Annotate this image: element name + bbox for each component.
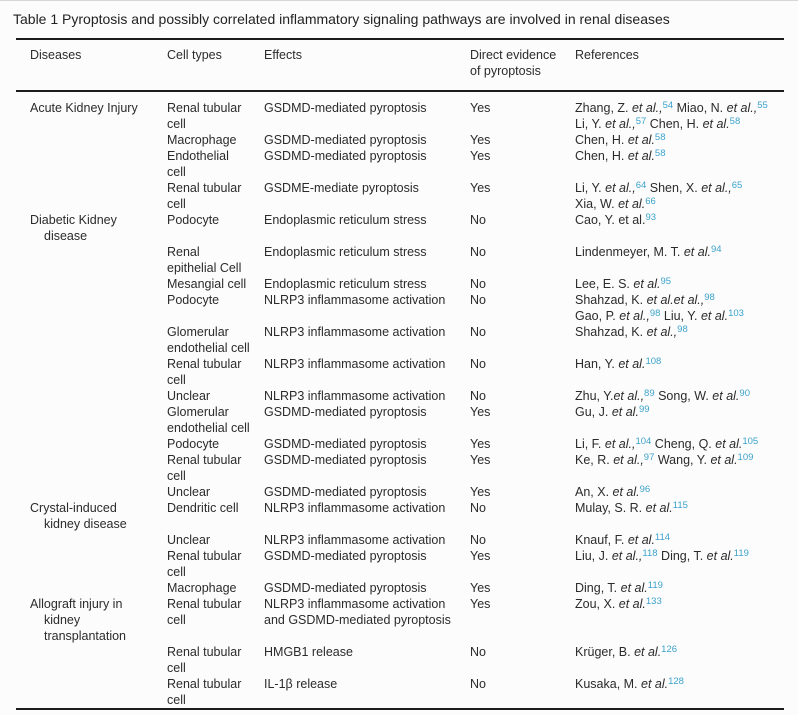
cell-references: Kusaka, M. et al.$^{128}$ [575,675,684,691]
cell-disease [16,132,167,148]
table-header-row [16,39,784,91]
cell-references: Zhu, Y.et al.,$^{89}$ Song, W. et al.$^{90}$ [575,387,750,403]
cell-effect: NLRP3 inflammasome activation [264,293,446,307]
citation-link[interactable]: 66 [645,195,656,207]
cell-disease [16,532,167,548]
citation-link[interactable]: 133 [645,595,662,607]
cell-cell-type: Dendritic cell [167,501,239,515]
citation-link[interactable]: 98 [704,291,715,303]
cell-disease [16,452,167,484]
et-al-italic: et al. [612,485,640,499]
table-row [16,404,784,436]
citation-link[interactable]: 97 [643,451,655,463]
citation-link[interactable]: 115 [672,499,688,511]
cell-cell-type: Podocyte [167,213,220,227]
cell-cell-type: Renal tubular cell [167,181,242,211]
et-al-italic: et al. [710,453,738,467]
citation-link[interactable]: 126 [661,643,678,655]
cell-disease [16,548,167,580]
citation-link[interactable]: 104 [635,435,652,447]
cell-cell-type: Renal tubular cell [167,101,242,131]
cell-cell-type: Macrophage [167,133,237,147]
cell-disease [16,244,167,276]
cell-evidence: Yes [470,437,491,451]
table-row [16,292,784,324]
cell-effect: NLRP3 inflammasome activation [264,533,446,547]
cell-references: Zou, X. et al.$^{133}$ [575,595,662,611]
citation-link[interactable]: 98 [677,323,688,335]
cell-effect: GSDMD-mediated pyroptosis [264,453,427,467]
cell-evidence: No [470,501,486,515]
citation-link[interactable]: 65 [731,179,743,191]
cell-evidence: Yes [470,485,491,499]
table-row [16,436,784,452]
cell-effect: Endoplasmic reticulum stress [264,213,427,227]
citation-link[interactable]: 128 [668,675,684,687]
cell-references: Zhang, Z. et al.,$^{54}$ Miao, N. et al.,$^{55}$ Li, Y. et al.,$^{57}$ Chen, H. et al.$^{58}$ [575,99,768,131]
et-al-italic: et al. [641,677,669,691]
cell-effect: GSDMD-mediated pyroptosis [264,405,427,419]
cell-evidence: No [470,645,486,659]
et-al-italic: et al. [706,549,734,563]
citation-link[interactable]: 58 [654,131,666,143]
cell-effect: IL-1β release [264,677,338,691]
cell-cell-type: Renal tubular cell [167,549,242,579]
citation-link[interactable]: 57 [635,115,647,127]
table-row [16,388,784,404]
citation-link[interactable]: 58 [729,115,741,127]
cell-references: Lindenmeyer, M. T. et al.$^{94}$ [575,243,722,259]
cell-effect: NLRP3 inflammasome activation [264,357,446,371]
cell-effect: GSDMD-mediated pyroptosis [264,549,427,563]
cell-cell-type: Podocyte [167,293,220,307]
citation-link[interactable]: 108 [645,355,662,367]
cell-evidence: Yes [470,549,491,563]
cell-references: Chen, H. et al.$^{58}$ [575,131,666,147]
cell-disease [16,276,167,292]
et-al-italic: et al. [702,117,730,131]
table-title: Table 1 Pyroptosis and possibly correlated inflammatory signaling pathways are involved in renal diseases [13,11,670,27]
cell-disease: Allograft injury in kidney transplantation [30,597,127,643]
table-row [16,244,784,276]
et-al-italic: et al., [605,181,636,195]
cell-disease [16,644,167,676]
table-row [16,276,784,292]
table-body [16,91,784,709]
cell-disease: Diabetic Kidney disease [30,213,117,243]
et-al-italic: et al. [645,501,673,515]
cell-effect: GSDMD-mediated pyroptosis [264,133,427,147]
cell-references: Shahzad, K. et al.et al.,$^{98}$ Gao, P. et al.,$^{98}$ Liu, Y. et al.$^{103}$ [575,291,744,323]
cell-evidence: No [470,245,486,259]
cell-disease [16,324,167,356]
cell-evidence: No [470,357,486,371]
cell-evidence: Yes [470,581,491,595]
et-al-italic: et al. [618,597,646,611]
cell-effect: HMGB1 release [264,645,353,659]
et-al-italic: et al., [604,437,636,451]
cell-effect: GSDMD-mediated pyroptosis [264,437,427,451]
citation-link[interactable]: 118 [642,547,658,559]
cell-references: Lee, E. S. et al.$^{95}$ [575,275,672,291]
cell-evidence: Yes [470,597,491,611]
cell-evidence: No [470,533,486,547]
cell-disease [16,148,167,180]
cell-references: Chen, H. et al.$^{58}$ [575,147,666,163]
et-al-italic: et al., [613,453,644,467]
cell-references: Shahzad, K. et al.,$^{98}$ [575,323,688,339]
et-al-italic: et al. [620,581,648,595]
table-row [16,532,784,548]
cell-disease [16,676,167,709]
cell-effect: NLRP3 inflammasome activation [264,501,446,515]
citation-link[interactable]: 64 [635,179,647,191]
cell-cell-type: Unclear [167,389,211,403]
et-al-italic: et al. [633,277,661,291]
cell-cell-type: Endothelial cell [167,149,229,179]
cell-effect: GSDMD-mediated pyroptosis [264,149,427,163]
cell-effect: NLRP3 inflammasome activation [264,325,446,339]
column-header-direct-evidence: Direct evidence of pyroptosis [470,39,575,91]
cell-references: Liu, J. et al.,$^{118}$ Ding, T. et al.$^{119}$ [575,547,749,563]
cell-references: Ding, T. et al.$^{119}$ [575,579,663,595]
cell-cell-type: Renal tubular cell [167,453,242,483]
citation-link[interactable]: 96 [639,483,651,495]
cell-effect: NLRP3 inflammasome activation [264,389,446,403]
et-al-italic: et al. [712,389,740,403]
cell-effect: Endoplasmic reticulum stress [264,245,427,259]
cell-cell-type: Renal tubular cell [167,597,242,627]
citation-link[interactable]: 54 [662,99,674,111]
cell-cell-type: Glomerular endothelial cell [167,405,250,435]
cell-references: An, X. et al.$^{96}$ [575,483,651,499]
et-al-italic: et al. [627,533,655,547]
et-al-italic: et al., [701,181,732,195]
cell-disease [16,356,167,388]
cell-disease [16,180,167,212]
et-al-italic: et al., [646,325,678,339]
et-al-italic: et al., [631,101,663,115]
cell-disease [16,388,167,404]
et-al-italic: et al., [619,309,650,323]
cell-evidence: No [470,277,486,291]
cell-evidence: Yes [470,133,491,147]
table-row [16,676,784,709]
citation-link[interactable]: 95 [660,275,672,287]
et-al-italic: et al.et al., [646,293,705,307]
et-al-italic: et al. [618,357,646,371]
cell-disease [16,484,167,500]
cell-disease: Acute Kidney Injury [30,101,138,115]
cell-disease [16,292,167,324]
et-al-italic: et al. [634,645,662,659]
table-row [16,180,784,212]
citation-link[interactable]: 55 [757,99,768,111]
cell-cell-type: Renal tubular cell [167,645,242,675]
table-row [16,212,784,244]
cell-cell-type: Glomerular endothelial cell [167,325,250,355]
table-row [16,644,784,676]
table-row [16,324,784,356]
citation-link[interactable]: 105 [742,435,759,447]
et-al-italic: et al. [618,197,646,211]
citation-link[interactable]: 119 [733,547,749,559]
renal-disease-table [16,38,784,710]
cell-cell-type: Podocyte [167,437,220,451]
citation-link[interactable]: 103 [728,307,744,319]
cell-cell-type: Renal tubular cell [167,357,242,387]
cell-evidence: No [470,677,486,691]
cell-references: Gu, J. et al.$^{99}$ [575,403,650,419]
cell-cell-type: Unclear [167,485,211,499]
citation-link[interactable]: 109 [737,451,754,463]
table-row [16,452,784,484]
et-al-italic: et al. [683,245,711,259]
cell-evidence: Yes [470,149,491,163]
cell-effect: GSDMD-mediated pyroptosis [264,485,427,499]
cell-disease [16,404,167,436]
cell-effect: NLRP3 inflammasome activation and GSDMD-mediated pyroptosis [264,597,451,627]
et-al-italic: et al. [611,405,639,419]
citation-link[interactable]: 94 [710,243,722,255]
cell-cell-type: Renal tubular cell [167,677,242,707]
citation-link[interactable]: 119 [647,579,663,591]
citation-link[interactable]: 89 [644,387,655,399]
cell-evidence: Yes [470,101,491,115]
et-al-italic: et al., [613,389,645,403]
et-al-italic: et al. [715,437,743,451]
table-row [16,132,784,148]
table-row [16,148,784,180]
cell-evidence: No [470,389,486,403]
cell-cell-type: Macrophage [167,581,237,595]
et-al-italic: et al. [627,133,655,147]
cell-evidence: Yes [470,453,491,467]
cell-effect: GSDMD-mediated pyroptosis [264,581,427,595]
table-row [16,580,784,596]
cell-references: Han, Y. et al.$^{108}$ [575,355,662,371]
citation-link[interactable]: 90 [739,387,750,399]
cell-references: Ke, R. et al.,$^{97}$ Wang, Y. et al.$^{109}$ [575,451,754,467]
cell-evidence: No [470,293,486,307]
table-row [16,500,784,532]
et-al-italic: et al., [605,117,636,131]
table-row [16,356,784,388]
cell-cell-type: Mesangial cell [167,277,247,291]
cell-evidence: No [470,325,486,339]
cell-references: Li, Y. et al.,$^{64}$ Shen, X. et al.,$^{65}$ Xia, W. et al.$^{66}$ [575,179,743,211]
cell-effect: Endoplasmic reticulum stress [264,277,427,291]
cell-disease [16,580,167,596]
et-al-italic: et al. [627,149,655,163]
cell-cell-type: Unclear [167,533,211,547]
cell-references: Cao, Y. et al.$^{93}$ [575,211,657,227]
et-al-italic: et al., [726,101,758,115]
cell-evidence: Yes [470,181,491,195]
cell-references: Krüger, B. et al.$^{126}$ [575,643,678,659]
cell-evidence: Yes [470,405,491,419]
table-row [16,91,784,132]
table-row [16,484,784,500]
citation-link[interactable]: 98 [649,307,661,319]
cell-evidence: No [470,213,486,227]
table-row [16,548,784,580]
cell-effect: GSDMD-mediated pyroptosis [264,101,427,115]
column-header-references: References [575,39,784,91]
citation-link[interactable]: 114 [654,531,671,543]
cell-cell-type: Renal epithelial Cell [167,245,242,275]
cell-references: Mulay, S. R. et al.$^{115}$ [575,499,688,515]
column-header-effects: Effects [264,39,470,91]
et-al-italic: et al., [611,549,643,563]
cell-disease [16,436,167,452]
cell-references: Li, F. et al.,$^{104}$ Cheng, Q. et al.$^{105}$ [575,435,759,451]
column-header-diseases: Diseases [16,39,167,91]
cell-references: Knauf, F. et al.$^{114}$ [575,531,671,547]
table-row [16,596,784,644]
citation-link[interactable]: 99 [638,403,650,415]
column-header-cell-types: Cell types [167,39,264,91]
cell-effect: GSDME-mediate pyroptosis [264,181,419,195]
citation-link[interactable]: 93 [645,211,657,223]
et-al-italic: et al. [700,309,729,323]
citation-link[interactable]: 58 [654,147,666,159]
cell-disease: Crystal-induced kidney disease [30,501,127,531]
